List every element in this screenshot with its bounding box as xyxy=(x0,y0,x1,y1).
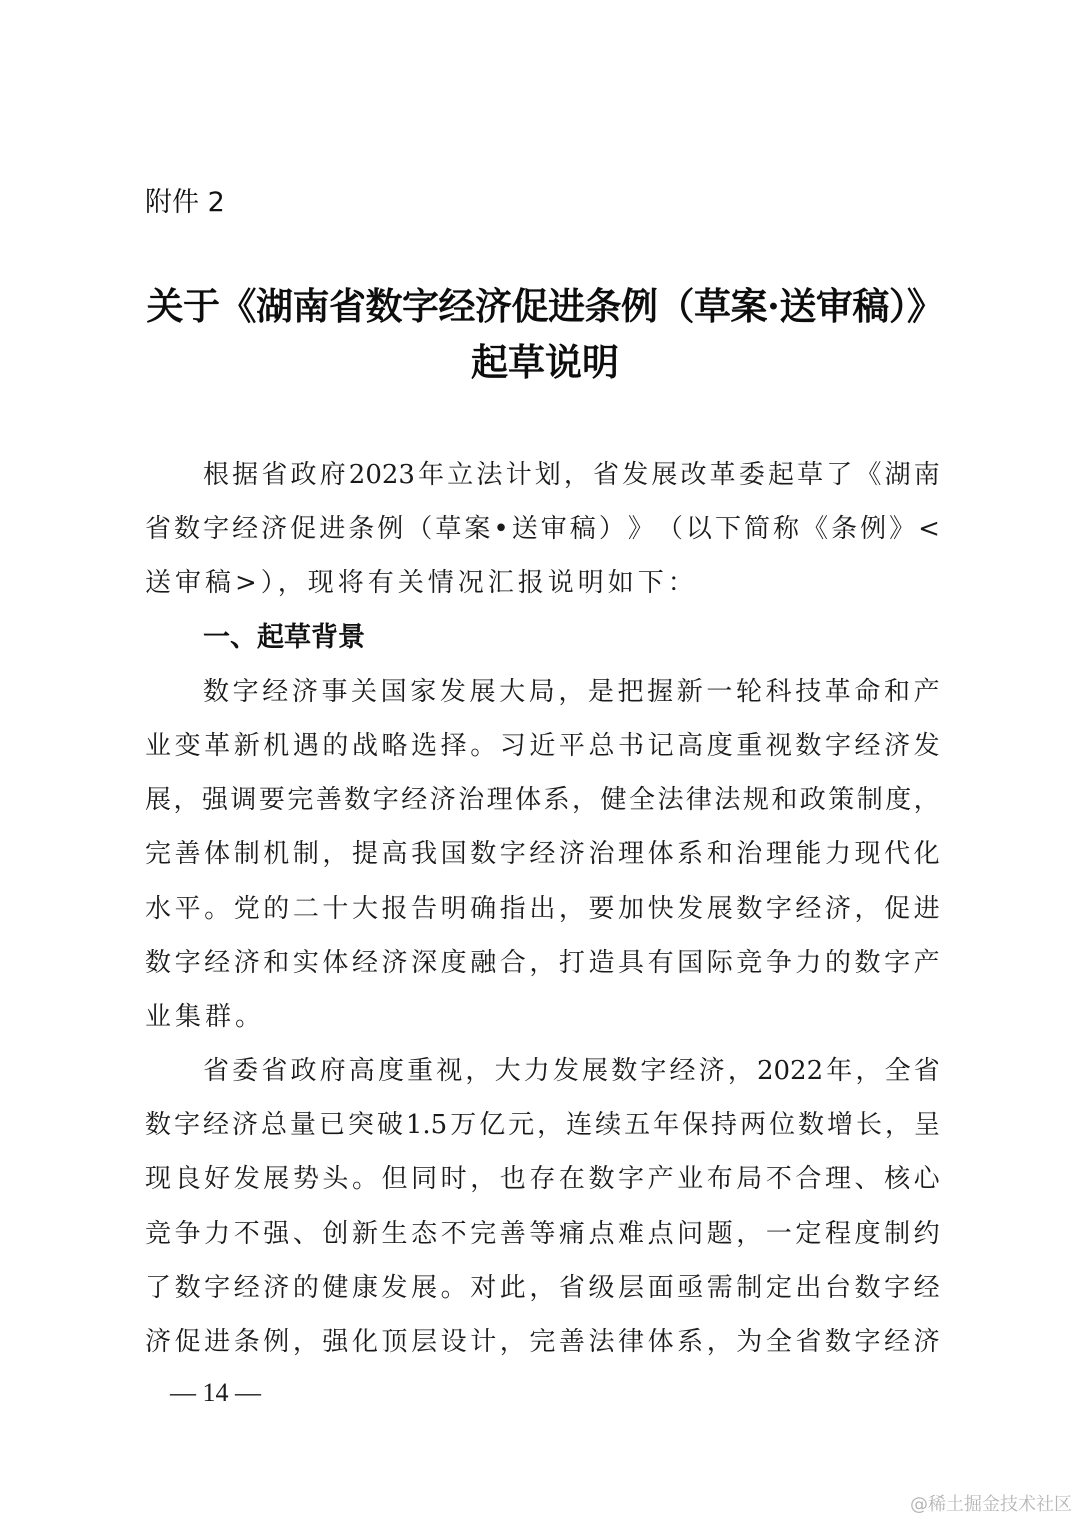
paragraph-line: 根 据 省 政 府 2023 年 立 法 计 划 ， 省 发 展 改 革 委 起 草 了 《 湖 南 xyxy=(203,460,940,490)
paragraph-line: 送审稿>），现将有关情况汇报说明如下： xyxy=(145,568,698,599)
paragraph-line: 数 字 经 济 总 量 已 突 破 1.5 万 亿 元 ， 连 续 五 年 保 持 两 位 数 增 长 ， 呈 xyxy=(145,1110,940,1141)
paragraph-line: 省 委 省 政 府 高 度 重 视 ， 大 力 发 展 数 字 经 济 ， 2022 年 ， 全 省 xyxy=(203,1056,940,1087)
attachment-label: 附件 2 xyxy=(145,187,225,218)
section-heading: 一、起草背景 xyxy=(203,621,365,653)
paragraph-line: 了 数 字 经 济 的 健 康 发 展 。 对 此 ， 省 级 层 面 亟 需 制 定 出 台 数 字 经 xyxy=(145,1272,940,1303)
page-number: — 14 — xyxy=(170,1378,261,1407)
document-title-line-1: 关于《湖南省数字经济促进条例（草案·送审稿）》 xyxy=(146,284,944,328)
paragraph-line: 业集群。 xyxy=(145,1001,266,1032)
paragraph-line: 数 字 经 济 事 关 国 家 发 展 大 局 ， 是 把 握 新 一 轮 科 技 革 命 和 产 xyxy=(203,676,940,707)
paragraph-line: 业 变 革 新 机 遇 的 战 略 选 择 。 习 近 平 总 书 记 高 度 重 视 数 字 经 济 发 xyxy=(145,730,940,761)
paragraph-line: 展 ， 强 调 要 完 善 数 字 经 济 治 理 体 系 ， 健 全 法 律 法 规 和 政 策 制 度 ， xyxy=(145,785,940,816)
paragraph-line: 完 善 体 制 机 制 ， 提 高 我 国 数 字 经 济 治 理 体 系 和 治 理 能 力 现 代 化 xyxy=(145,839,940,870)
document-body xyxy=(145,448,940,1369)
paragraph-line: 水 平 。 党 的 二 十 大 报 告 明 确 指 出 ， 要 加 快 发 展 数 字 经 济 ， 促 进 xyxy=(145,893,940,924)
paragraph-line: 数 字 经 济 和 实 体 经 济 深 度 融 合 ， 打 造 具 有 国 际 竞 争 力 的 数 字 产 xyxy=(145,947,940,978)
paragraph-line: 竞 争 力 不 强 、 创 新 生 态 不 完 善 等 痛 点 难 点 问 题 ， 一 定 程 度 制 约 xyxy=(145,1218,940,1249)
paragraph-line: 济 促 进 条 例 ， 强 化 顶 层 设 计 ， 完 善 法 律 体 系 ， 为 全 省 数 字 经 济 xyxy=(145,1327,940,1357)
watermark: @稀土掘金技术社区 xyxy=(910,1494,1072,1515)
paragraph-line: 省 数 字 经 济 促 进 条 例 （ 草 案 • 送 审 稿 ） 》 （ 以 下 简 称 《 条 例 》 < xyxy=(145,514,940,545)
document-title-line-2: 起草说明 xyxy=(471,340,619,384)
paragraph-line: 现 良 好 发 展 势 头 。 但 同 时 ， 也 存 在 数 字 产 业 布 局 不 合 理 、 核 心 xyxy=(145,1164,940,1195)
